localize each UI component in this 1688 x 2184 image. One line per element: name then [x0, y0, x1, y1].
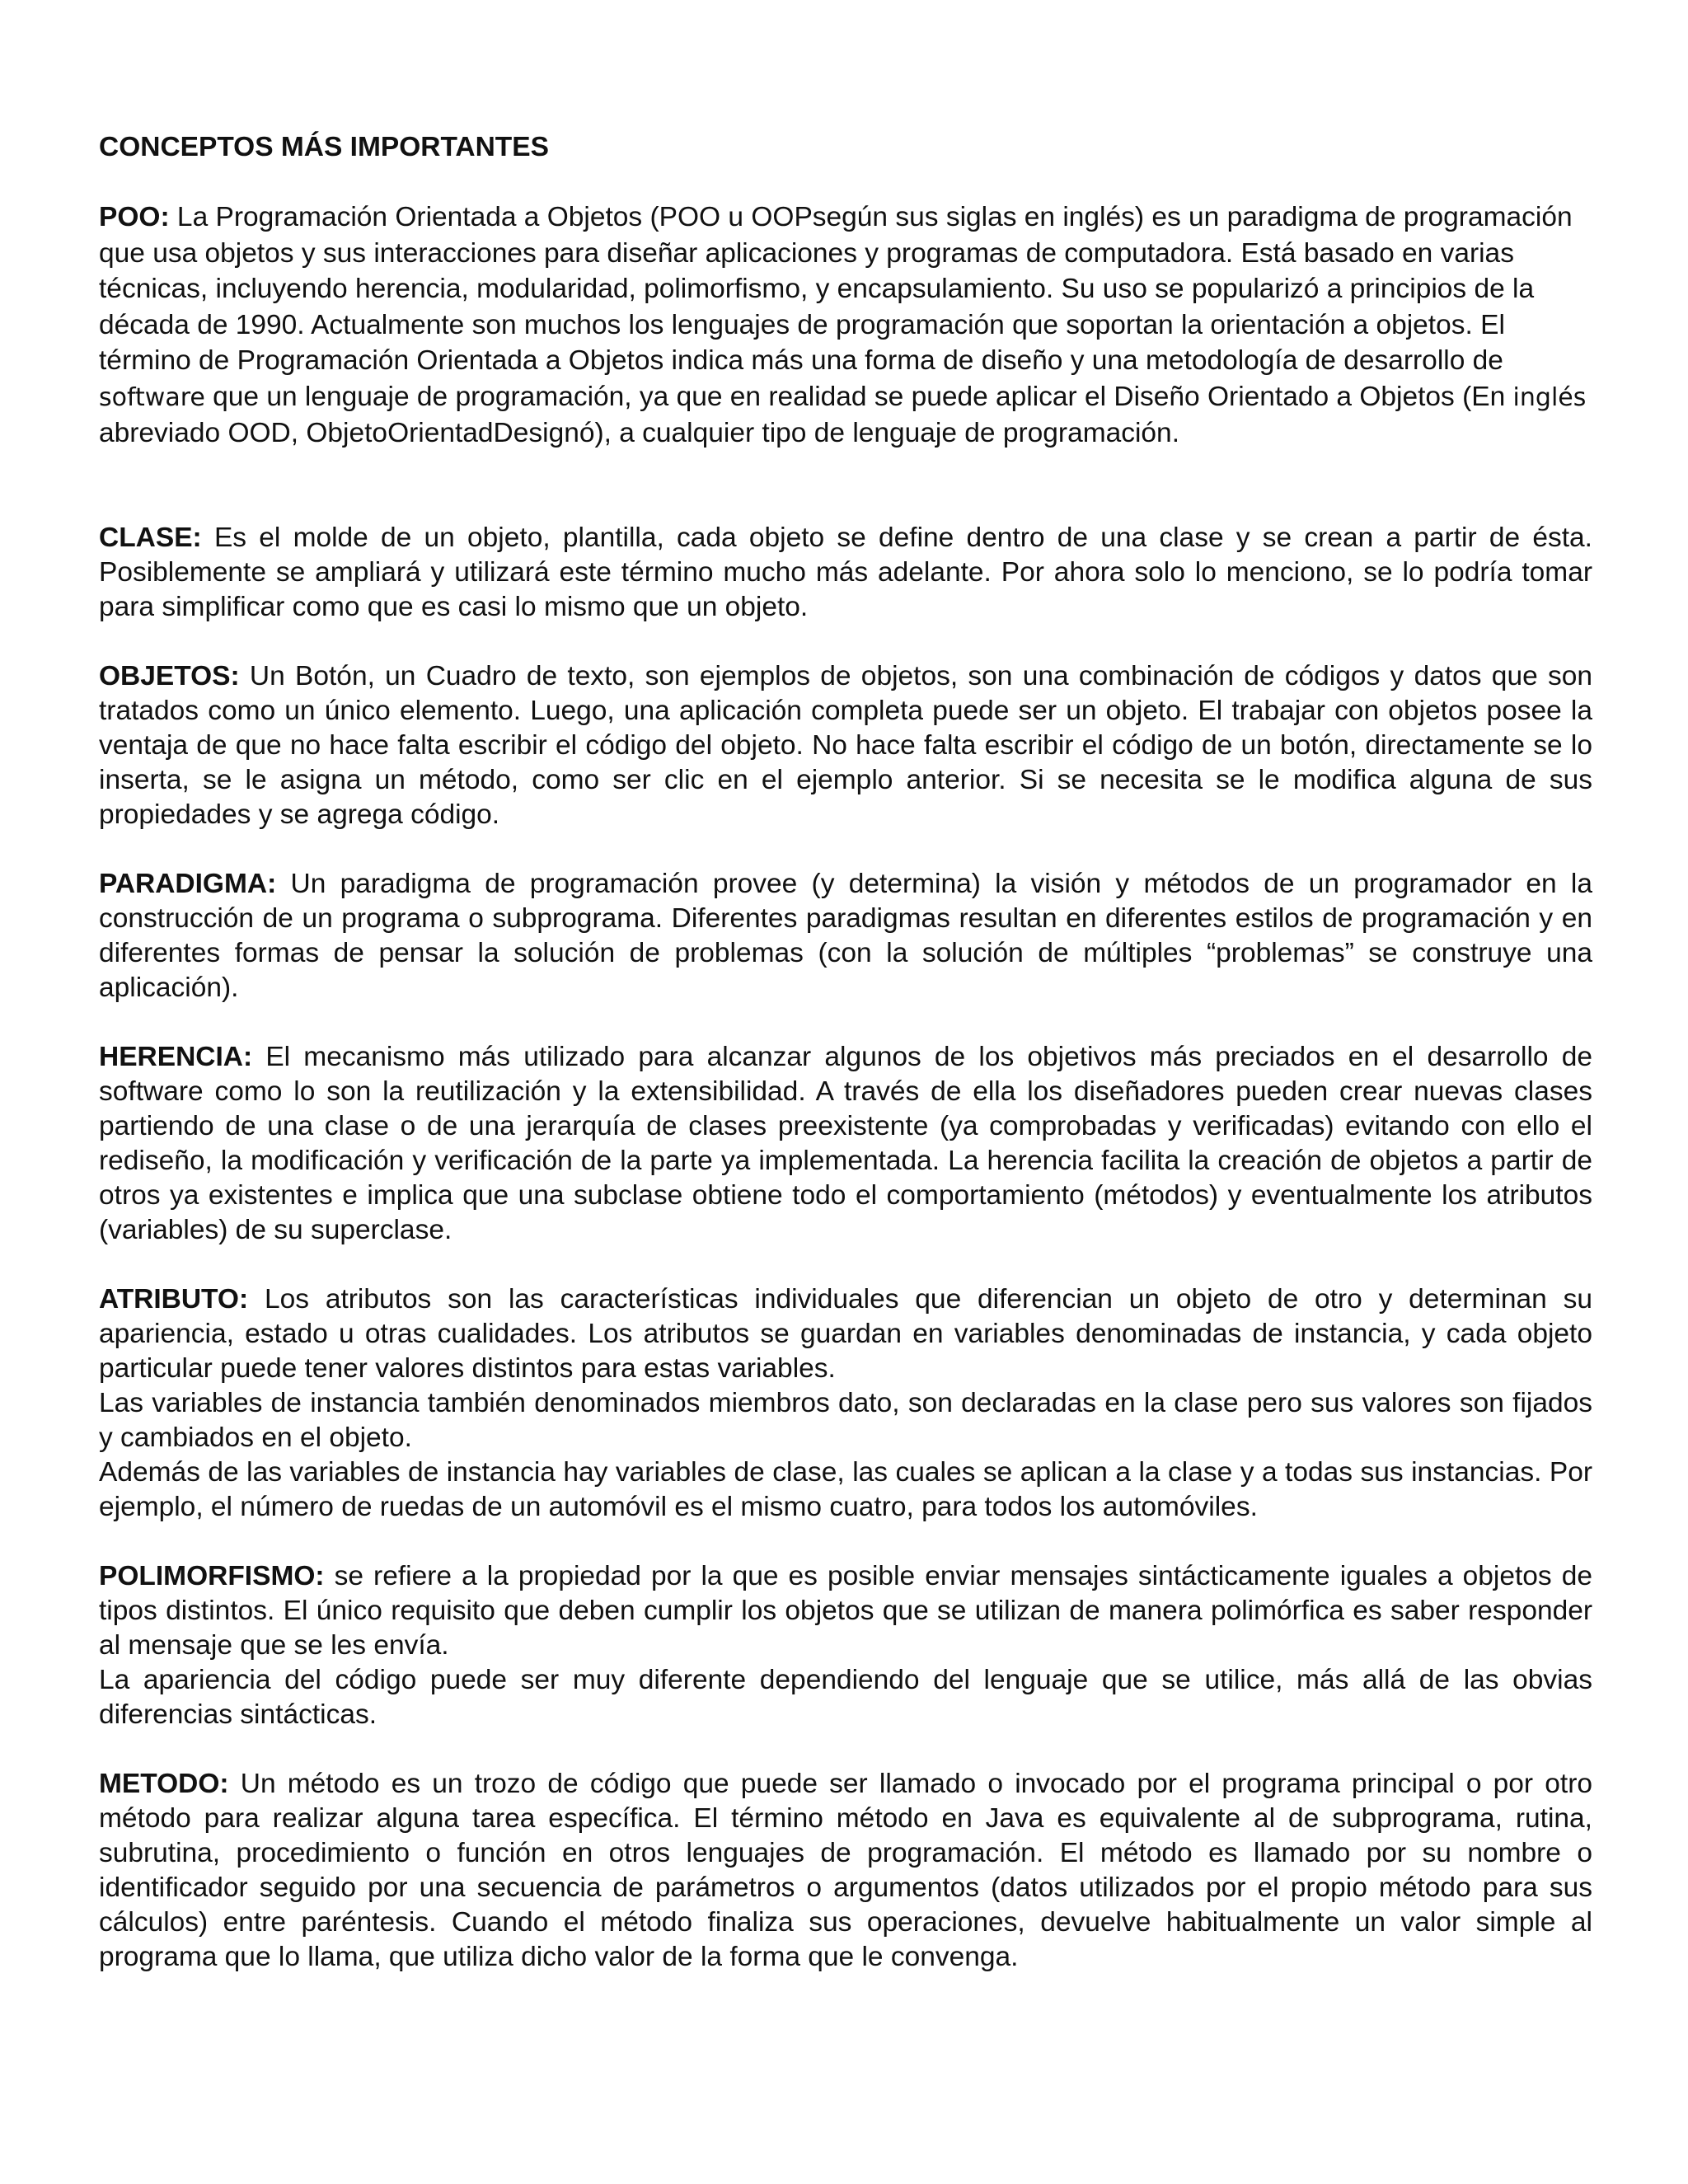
metodo-text: Un método es un trozo de código que puede ser llamado o invocado por el programa principal o por otro método para realizar alguna tarea específica. El término método en Java es equivalente al de subprograma, rutina, subrutina, procedimiento o función en otros lenguajes de programación. El método es llamado por su nombre o identificador seguido por una secuencia de parámetros o argumentos (datos utilizados por el propio método para sus cálculos) entre paréntesis. Cuando el método finaliza sus operaciones, devuelve habitualmente un valor simple al programa que lo llama, que utiliza dicho valor de la forma que le convenga. — [99, 1768, 1592, 1972]
atributo-paragraph-3: Además de las variables de instancia hay variables de clase, las cuales se aplican a la clase y a todas sus instancias. Por ejemplo, el número de ruedas de un automóvil es el mismo cuatro, para todos los automóviles. — [99, 1456, 1592, 1522]
atributo-paragraph-2: Las variables de instancia también denominados miembros dato, son declaradas en la clase pero sus valores son fijados y cambiados en el objeto. — [99, 1387, 1592, 1453]
page-title: CONCEPTOS MÁS IMPORTANTES — [99, 132, 549, 162]
polimorfismo-paragraph-1 — [99, 1559, 1592, 1663]
herencia-paragraph — [99, 1040, 1592, 1248]
atributo-term: ATRIBUTO: — [99, 1283, 249, 1315]
clase-paragraph — [99, 521, 1592, 625]
herencia-text: El mecanismo más utilizado para alcanzar algunos de los objetivos más preciados en el desarrollo de software como lo son la reutilización y la extensibilidad. A través de ella los diseñadores pueden crear nuevas clases partiendo de una clase o de una jerarquía de clases preexistente (ya comprobadas y verificadas) evitando con ello el rediseño, la modificación y verificación de la parte ya implementada. La herencia facilita la creación de objetos a partir de otros ya existentes e implica que una subclase obtiene todo el comportamiento (métodos) y eventualmente los atributos (variables) de su superclase. — [99, 1041, 1592, 1245]
poo-word-software: software — [99, 382, 205, 412]
objetos-text: Un Botón, un Cuadro de texto, son ejemplos de objetos, son una combinación de códigos y datos que son tratados como un único elemento. Luego, una aplicación completa puede ser un objeto. El trabajar con objetos posee la ventaja de que no hace falta escribir el código del objeto. No hace falta escribir el código de un botón, directamente se lo inserta, se le asigna un método, como ser clic en el ejemplo anterior. Si se necesita se le modifica alguna de sus propiedades y se agrega código. — [99, 660, 1592, 830]
polimorfismo-paragraph-2: La apariencia del código puede ser muy diferente dependiendo del lenguaje que se utilice, más allá de las obvias diferencias sintácticas. — [99, 1664, 1592, 1730]
herencia-term: HERENCIA: — [99, 1041, 253, 1072]
paradigma-paragraph — [99, 867, 1592, 1005]
section-objetos — [99, 659, 1592, 832]
polimorfismo-term: POLIMORFISMO: — [99, 1560, 325, 1591]
clase-text: Es el molde de un objeto, plantilla, cada objeto se define dentro de una clase y se crean a partir de ésta. Posiblemente se ampliará y utilizará este término mucho más adelante. Por ahora solo lo menciono, se lo podría tomar para simplificar como que es casi lo mismo que un objeto. — [99, 522, 1592, 622]
atributo-text-1: Los atributos son las características individuales que diferencian un objeto de otro y determinan su apariencia, estado u otras cualidades. Los atributos se guardan en variables denominadas de instancia, y cada objeto particular puede tener valores distintos para estas variables. — [99, 1283, 1592, 1384]
section-atributo — [99, 1282, 1592, 1525]
polimorfismo-text-1: se refiere a la propiedad por la que es posible enviar mensajes sintácticamente iguales a objetos de tipos distintos. El único requisito que deben cumplir los objetos que se utilizan de manera polimórfica es saber responder al mensaje que se les envía. — [99, 1560, 1592, 1661]
atributo-paragraph-1 — [99, 1282, 1592, 1386]
paradigma-text: Un paradigma de programación provee (y determina) la visión y métodos de un programador en la construcción de un programa o subprograma. Diferentes paradigmas resultan en diferentes estilos de programación y en diferentes formas de pensar la solución de problemas (con la solución de múltiples “problemas” se construye una aplicación). — [99, 868, 1592, 1003]
poo-text-b: que un lenguaje de programación, ya que en realidad se puede aplicar el Diseño Orientado a Objetos (En — [204, 381, 1513, 412]
poo-text-a: La Programación Orientada a Objetos (POO u OOPsegún sus siglas en inglés) es un paradigma de programación que usa objetos y sus interacciones para diseñar aplicaciones y programas de computadora. Está basado en varias técnicas, incluyendo herencia, modularidad, polimorfismo, y encapsulamiento. Su uso se popularizó a principios de la década de 1990. Actualmente son muchos los lenguajes de programación que soportan la orientación a objetos. El término de Programación Orientada a Objetos indica más una forma de diseño y una metodología de desarrollo de — [99, 202, 1573, 376]
document-body — [99, 130, 1592, 2009]
paradigma-term: PARADIGMA: — [99, 868, 277, 899]
objetos-paragraph — [99, 659, 1592, 832]
metodo-paragraph — [99, 1767, 1592, 1975]
poo-word-ingles: inglés — [1512, 382, 1587, 412]
poo-paragraph — [99, 199, 1592, 452]
section-paradigma — [99, 867, 1592, 1005]
clase-term: CLASE: — [99, 522, 202, 553]
section-poo — [99, 199, 1592, 452]
poo-term: POO: — [99, 202, 170, 232]
metodo-term: METODO: — [99, 1768, 229, 1799]
section-clase — [99, 521, 1592, 625]
objetos-term: OBJETOS: — [99, 660, 240, 691]
section-metodo — [99, 1767, 1592, 1975]
section-polimorfismo — [99, 1559, 1592, 1732]
section-herencia — [99, 1040, 1592, 1248]
poo-text-c: abreviado OOD, ObjetoOrientadDesignó), a cualquier tipo de lenguaje de programación. — [99, 418, 1179, 448]
